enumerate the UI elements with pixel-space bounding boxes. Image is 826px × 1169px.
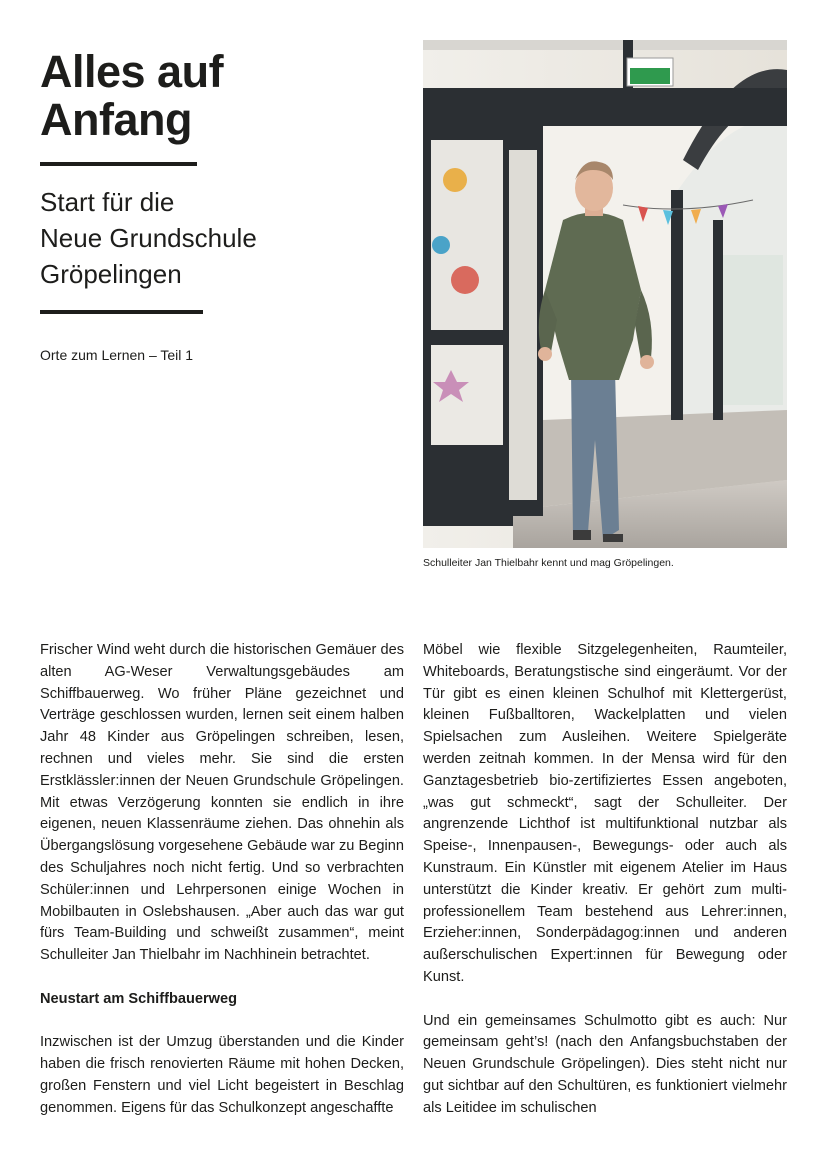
article-paragraph-2: Inzwischen ist der Umzug überstanden und die Kinder haben die frisch renovierten Räume mit hohen Decken, großen Fenstern und viel Licht begeistert in Beschlag genommen. Eigens für das Schulkonzept angeschaffte bbox=[40, 1034, 404, 1116]
title-line-2: Anfang bbox=[40, 94, 192, 145]
article-paragraph-3: Und ein gemeinsames Schulmotto gibt es auch: Nur gemeinsam geht’s! (nach den Anfangsbuchstaben der Neuen Grundschule Gröpelingen). Dies steht nicht nur gut sichtbar auf den Schultüren, es funktioniert vielmehr als Leitidee im schulischen bbox=[423, 1012, 787, 1116]
article-subheading: Neustart am Schiffbauerweg bbox=[40, 990, 238, 1007]
subtitle-line-1: Start für die bbox=[40, 187, 175, 217]
title-divider bbox=[40, 162, 197, 166]
subtitle-line-2: Neue Grundschule bbox=[40, 223, 257, 253]
article-paragraph-1: Frischer Wind weht durch die historischen Gemäuer des alten AG-Weser Verwaltungsgebäudes am Schiffbauerweg. Wo früher Pläne gezeichnet und Verträge geschlossen wurden, lernen seit einem halben Jahr 48 Kinder aus Gröpelingen schreiben, lesen, rechnen und vieles mehr. Sie sind die ersten Erstklässler:innen der Neuen Grundschule Gröpelingen. Mit etwas Verzögerung konnten sie endlich in ihre eigenen, neuen Klassenräume ziehen. Das ohnehin als Übergangslösung vorgesehene Gebäude war zu Beginn des Schuljahres noch nicht fertig. Und so verbrachten Schüler:innen und Lehrpersonen einige Wochen in Mobilbauten in Oslebshausen. „Aber auch das war gut fürs Team-Building und schweißt zusammen“, meint Schulleiter Jan Thielbahr im Nachhinein betrachtet. bbox=[40, 642, 404, 964]
article-subtitle bbox=[40, 184, 257, 292]
title-line-1: Alles auf bbox=[40, 46, 224, 97]
photo-caption: Schulleiter Jan Thielbahr kennt und mag Gröpelingen. bbox=[423, 557, 674, 569]
article-column-right bbox=[423, 640, 787, 1120]
article-paragraph-2-continued: Möbel wie flexible Sitzgelegenheiten, Raumteiler, Whiteboards, Beratungstische sind eingeräumt. Vor der Tür gibt es einen kleinen Schulhof mit Klettergerüst, kleinen Fußballtoren, Wackelplatten und vielen Spielsachen zum Ausleihen. Weitere Spielgeräte werden zeitnah kommen. In der Mensa wird für den Ganztagesbetrieb bio-zertifiziertes Essen angeboten, „was gut schmeckt“, sagt der Schulleiter. Der angrenzende Lichthof ist multifunktional nutzbar als Speise-, Innenpausen-, Bewegungs- oder auch als Kunstraum. Ein Künstler mit eigenem Atelier im Haus unterstützt die Kinder kreativ. Er gehört zum multiprofessionellem Team bestehend aus Lehrer:innen, Erzieher:innen, Sonderpädagog:innen und anderen außerschulischen Expert:innen für Bewegung oder Kunst. bbox=[423, 642, 787, 985]
principal-photo bbox=[423, 40, 787, 548]
subtitle-line-3: Gröpelingen bbox=[40, 259, 182, 289]
article-title bbox=[40, 48, 223, 144]
subtitle-divider bbox=[40, 310, 203, 314]
article-column-left bbox=[40, 640, 404, 1120]
series-label: Orte zum Lernen – Teil 1 bbox=[40, 347, 194, 363]
